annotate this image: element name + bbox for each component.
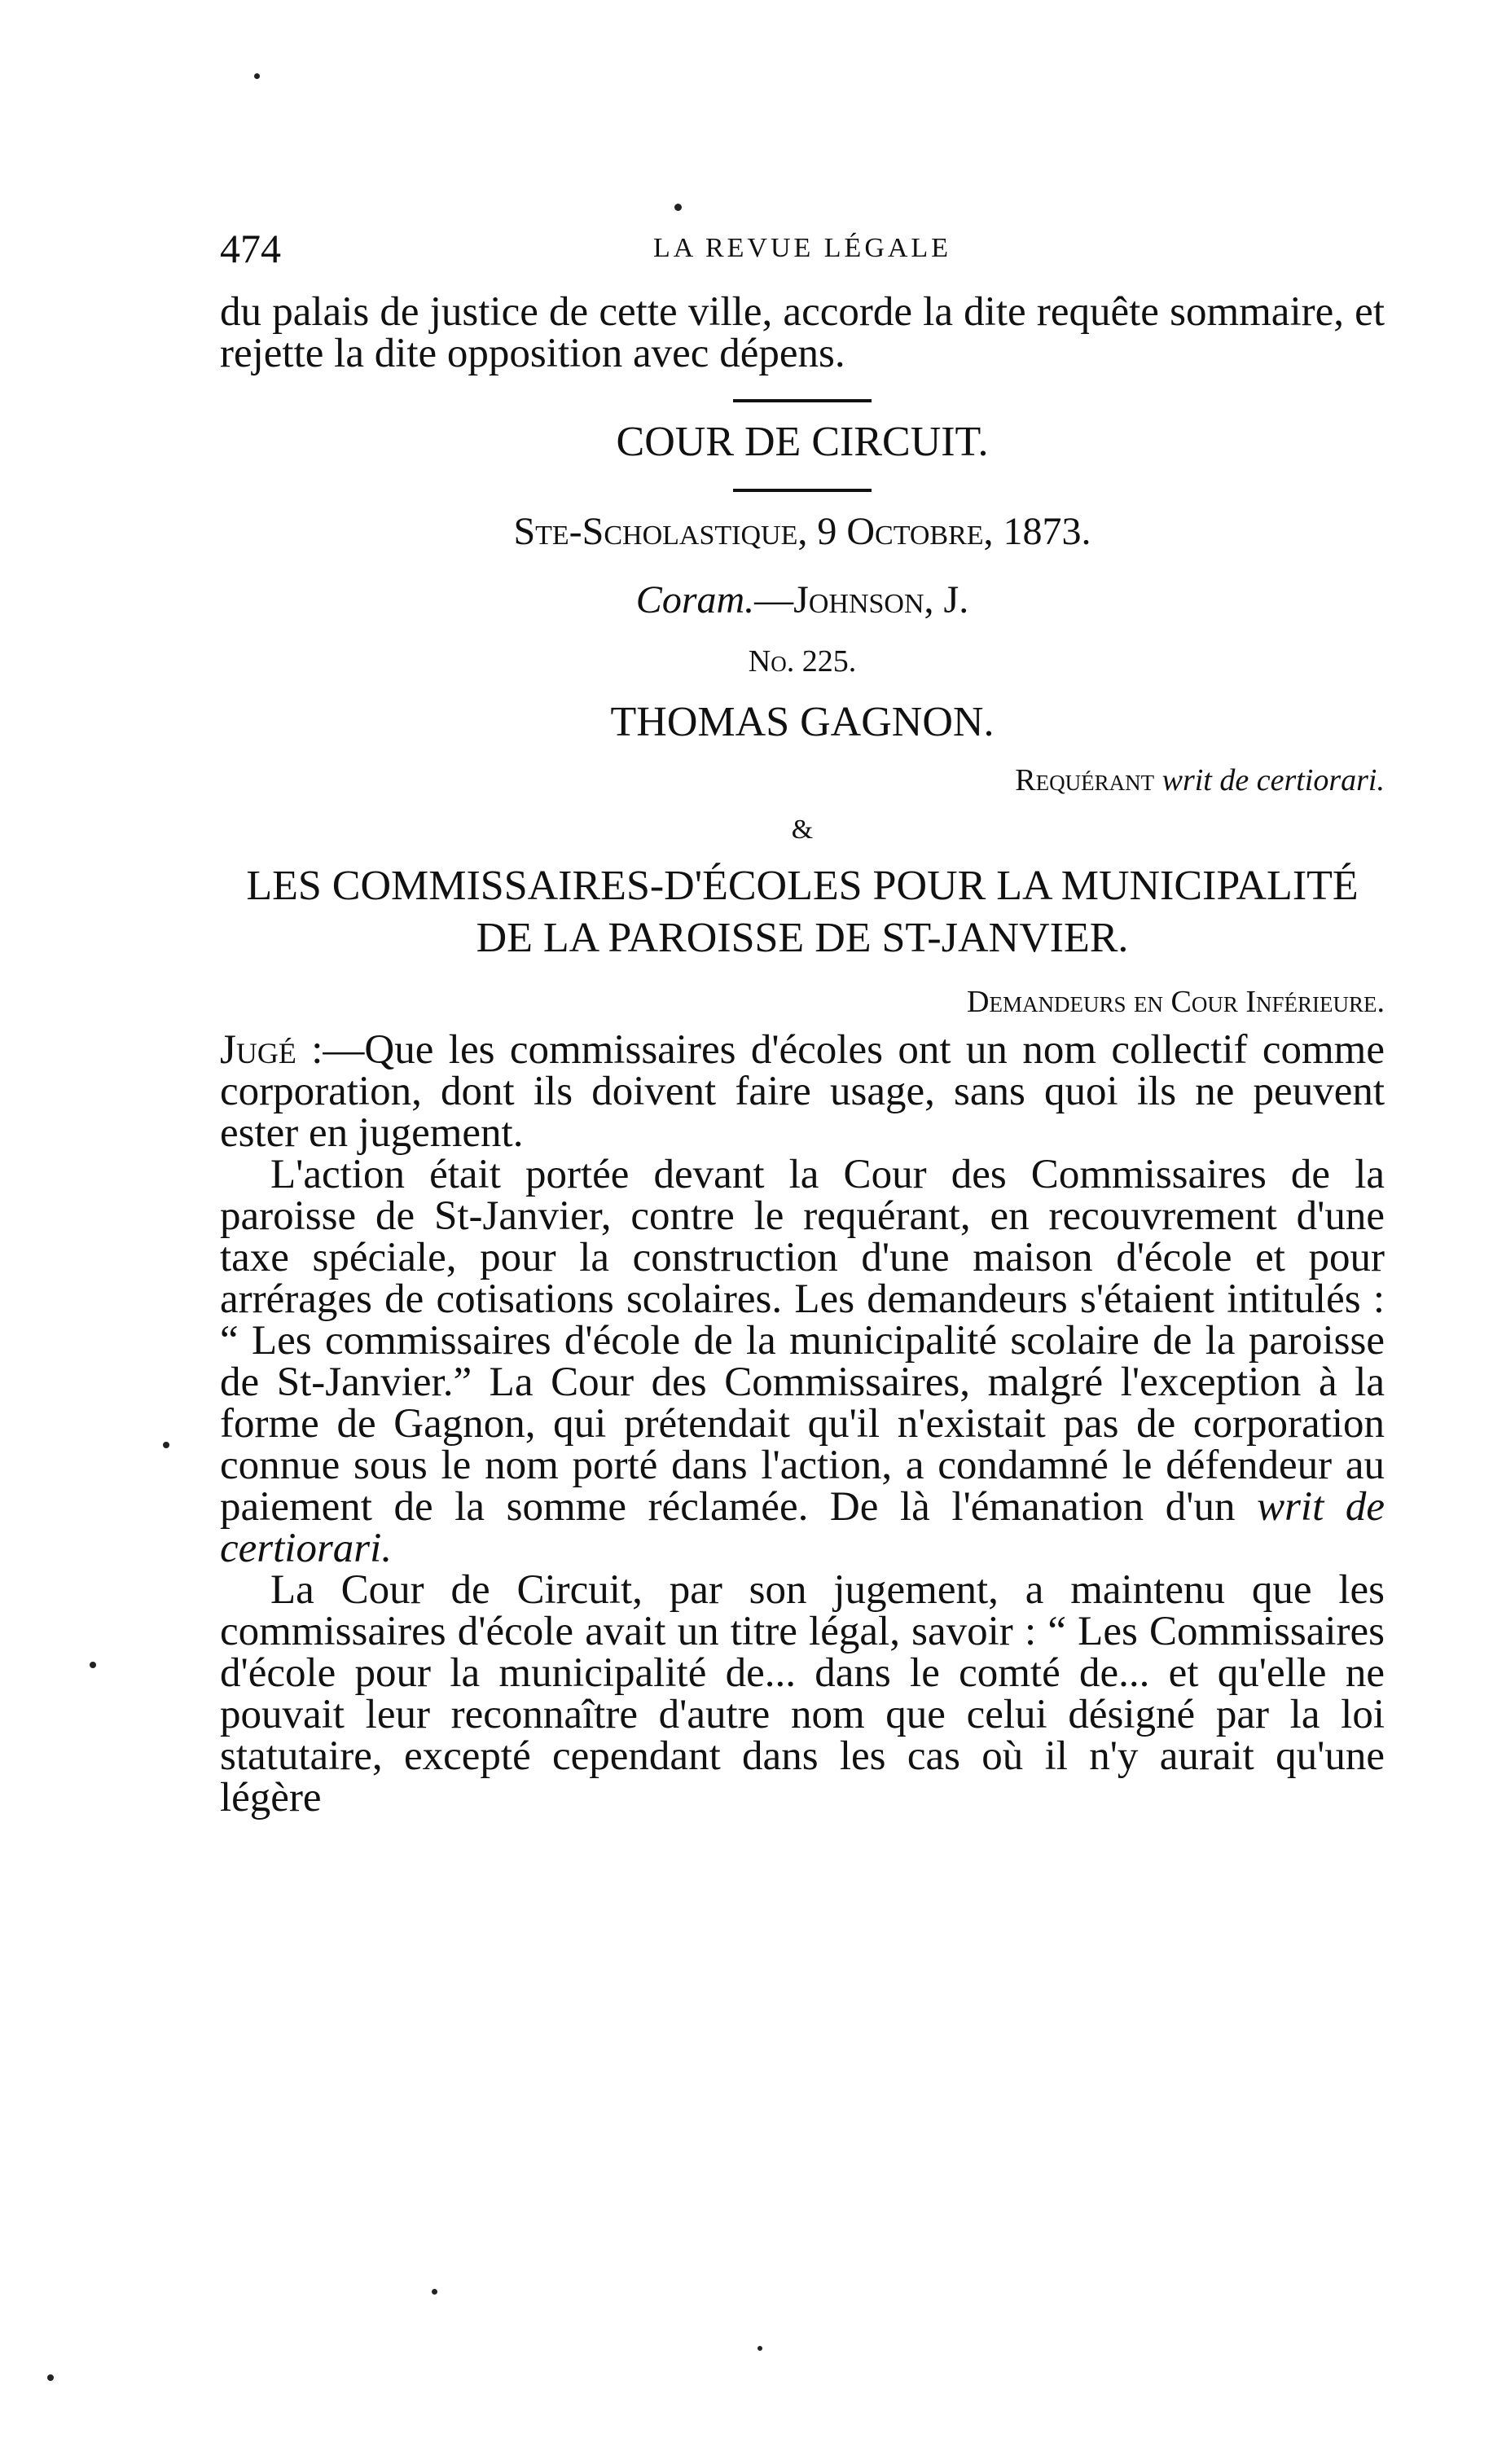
paragraph-1-writ: writ de certiorari.: [220, 1484, 1385, 1571]
holding: [220, 1027, 1385, 1156]
scan-speck: [674, 204, 682, 211]
party-respondent: LES COMMISSAIRES-D'ÉCOLES POUR LA MUNICIPALITÉ DE LA PAROISSE DE ST-JANVIER.: [246, 863, 1359, 961]
divider-rule: [733, 489, 872, 492]
case-number: No. 225.: [748, 644, 857, 679]
scan-speck: [163, 1442, 169, 1448]
holding-text: —Que les commissaires d'écoles ont un nom collectif comme corporation, dont ils doivent faire usage, sans quoi ils ne peuvent ester en jugement.: [220, 1027, 1385, 1156]
page-header: [220, 220, 1385, 277]
document-page: [220, 220, 1385, 1819]
scan-speck: [432, 2289, 437, 2295]
connector: &: [791, 815, 814, 845]
opening-text: du palais de justice de cette ville, accorde la dite requête sommaire, et rejette la dite opposition avec dépens.: [220, 289, 1385, 376]
court-heading: COUR DE CIRCUIT.: [616, 419, 989, 465]
running-title: LA REVUE LÉGALE: [653, 233, 951, 263]
party-petitioner: THOMAS GAGNON.: [610, 699, 995, 745]
coram-line: [220, 572, 1385, 629]
coram-label: Coram.: [635, 578, 755, 621]
paragraph-2: La Cour de Circuit, par son jugement, a maintenu que les commissaires d'école avait un titre légal, savoir : “ Les Commissaires d'école pour la municipalité de... dans le comté de... et qu'elle ne pouvait leur reconnaître d'autre nom que celui désigné par la loi statutaire, excepté cependant dans les cas où il n'y aurait qu'une légère: [220, 1567, 1385, 1821]
petitioner-role-prefix: Requérant: [1015, 763, 1162, 797]
scan-speck: [47, 2374, 54, 2381]
judge-name: —Johnson, J.: [754, 578, 969, 621]
petitioner-role-writ: writ de certiorari.: [1161, 763, 1385, 797]
scan-speck: [757, 2346, 762, 2351]
place-date: Ste-Scholastique, 9 Octobre, 1873.: [513, 510, 1091, 553]
petitioner-role: [220, 756, 1385, 805]
paragraph-1: [220, 1154, 1385, 1570]
divider-rule: [733, 399, 872, 402]
scan-speck: [90, 1662, 96, 1668]
page-number: 474: [220, 226, 281, 271]
scan-speck: [254, 73, 260, 79]
holding-label: Jugé :: [220, 1027, 323, 1073]
respondent-role: Demandeurs en Cour Inférieure.: [967, 985, 1385, 1019]
paragraph-1-text: L'action était portée devant la Cour des Commissaires de la paroisse de St-Janvier, contre le requérant, en recouvrement d'une taxe spéciale, pour la construction d'une maison d'école et pour arrérages de cotisations scolaires. Les demandeurs s'étaient intitulés : “ Les commissaires d'école de la municipalité scolaire de la paroisse de St-Janvier.” La Cour des Commissaires, malgré l'exception à la forme de Gagnon, qui prétendait qu'il n'existait pas de corporation connue sous le nom porté dans l'action, a condamné le défendeur au paiement de la somme réclamée. De là l'émanation d'un: [220, 1152, 1385, 1530]
